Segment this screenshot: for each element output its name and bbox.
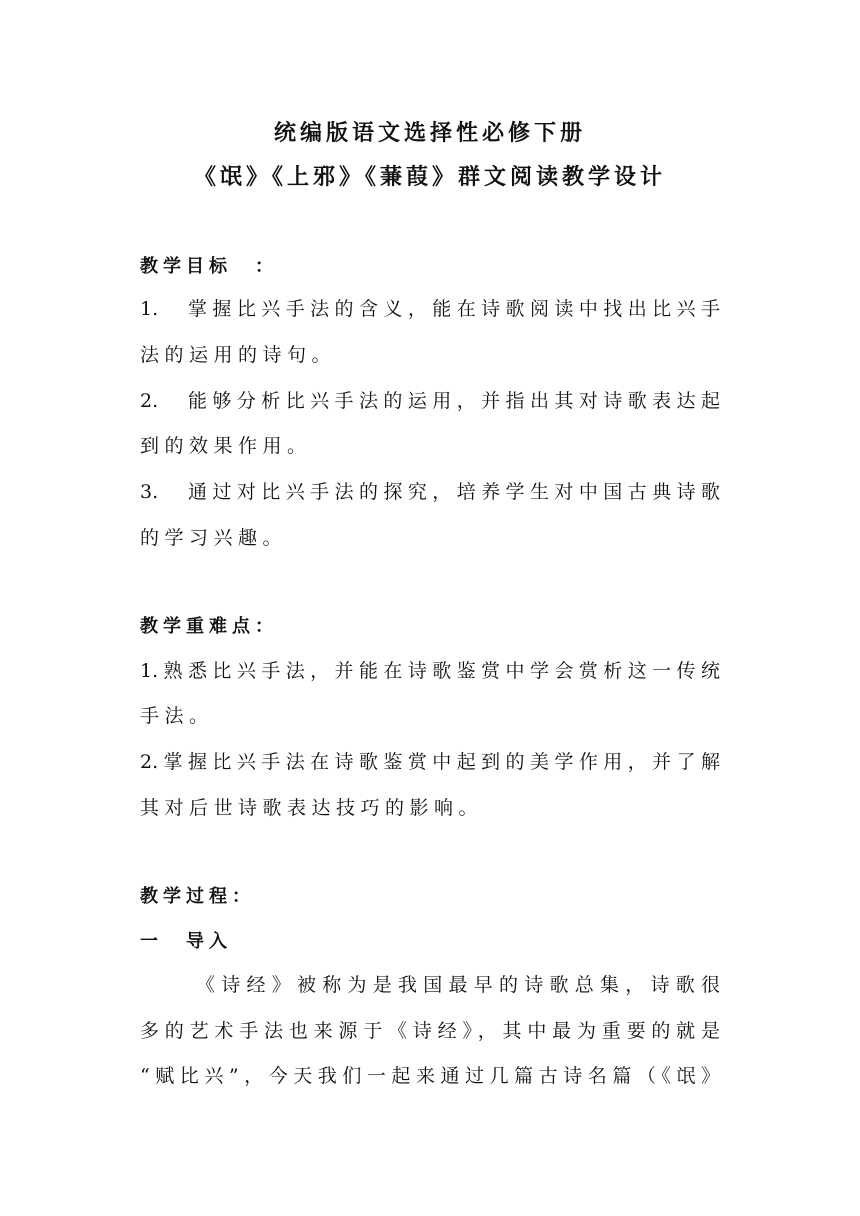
- process-line: “赋比兴”，今天我们一起来通过几篇古诗名篇（《氓》: [140, 1065, 720, 1087]
- keypoint-line: 1.熟悉比兴手法，并能在诗歌鉴赏中学会赏析这一传统: [140, 660, 720, 682]
- keypoint-line: 手法。: [140, 705, 214, 727]
- objective-line: 1. 掌握比兴手法的含义，能在诗歌阅读中找出比兴手: [140, 298, 720, 320]
- objective-line: 2. 能够分析比兴手法的运用，并指出其对诗歌表达起: [140, 390, 720, 412]
- process-heading: 教学过程：: [140, 886, 255, 907]
- doc-title-line2: 《氓》《上邪》《蒹葭》群文阅读教学设计: [193, 165, 666, 190]
- objective-line: 法的运用的诗句。: [140, 344, 337, 366]
- objective-line: 的学习兴趣。: [140, 527, 288, 549]
- keypoints-heading: 教学重难点：: [140, 616, 278, 637]
- objectives-heading: 教学目标 ：: [140, 256, 278, 277]
- process-subheading: 一 导入: [140, 931, 232, 952]
- keypoint-line: 2.掌握比兴手法在诗歌鉴赏中起到的美学作用，并了解: [140, 751, 720, 773]
- doc-title-line1: 统编版语文选择性必修下册: [273, 121, 586, 146]
- objective-line: 到的效果作用。: [140, 435, 312, 457]
- keypoint-line: 其对后世诗歌表达技巧的影响。: [140, 797, 484, 819]
- process-line: 多的艺术手法也来源于《诗经》，其中最为重要的就是: [140, 1020, 720, 1042]
- objective-line: 3. 通过对比兴手法的探究，培养学生对中国古典诗歌: [140, 481, 720, 503]
- process-line: 《诗经》被称为是我国最早的诗歌总集，诗歌很: [196, 974, 720, 996]
